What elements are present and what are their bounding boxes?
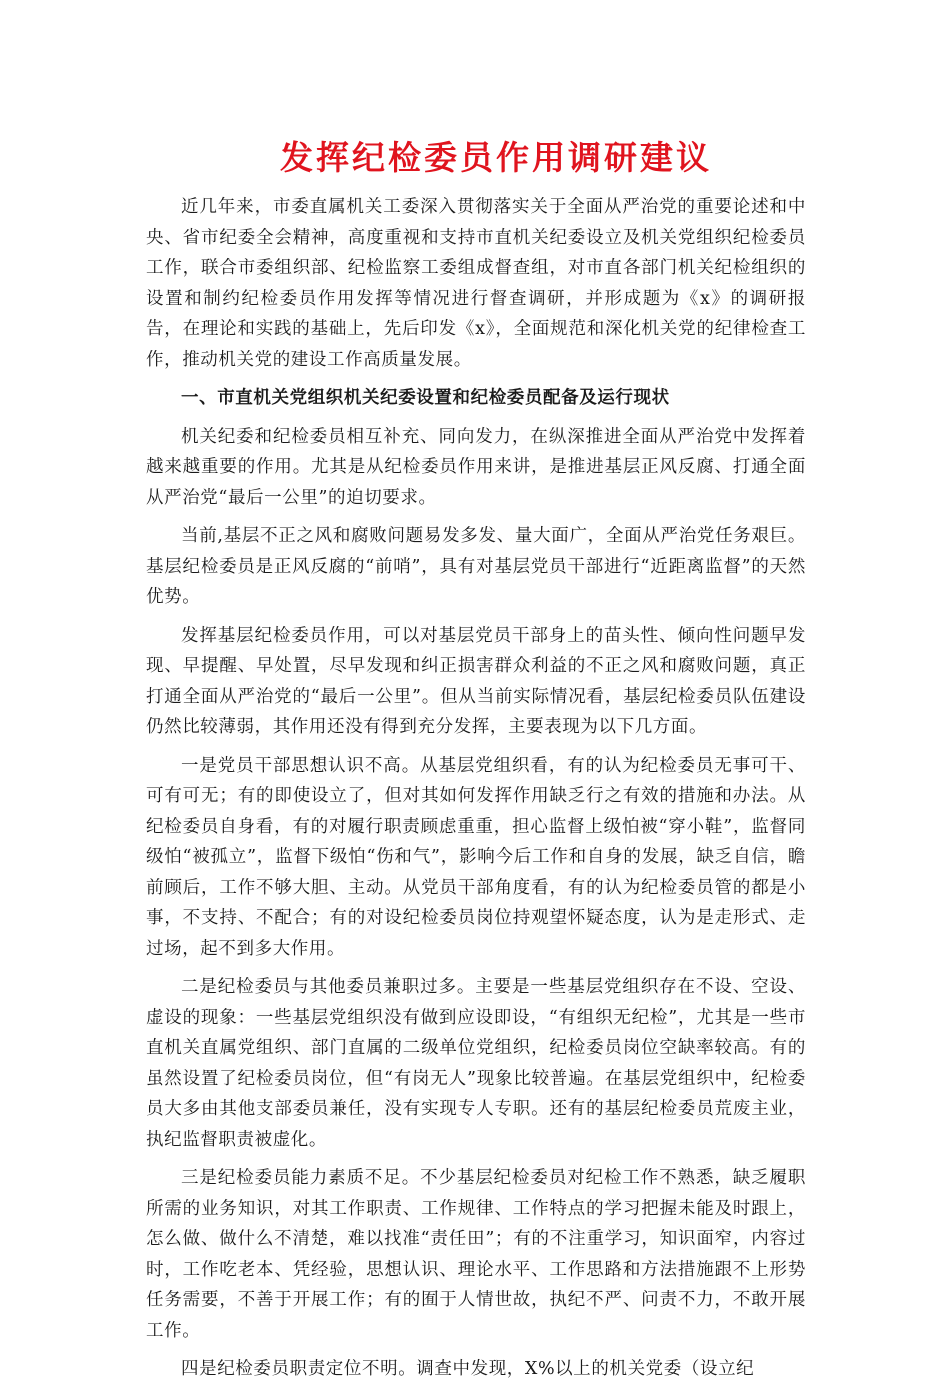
paragraph: 当前,基层不正之风和腐败问题易发多发、量大面广，全面从严治党任务艰巨。基层纪检委员是正风反腐的“前哨”，具有对基层党员干部进行“近距离监督”的天然优势。 xyxy=(146,526,806,607)
document-title: 发挥纪检委员作用调研建议 xyxy=(280,138,712,177)
paragraph: 发挥基层纪检委员作用，可以对基层党员干部身上的苗头性、倾向性问题早发现、早提醒、早处置，尽早发现和纠正损害群众利益的不正之风和腐败问题，真正打通全面从严治党的“最后一公里”。但从当前实际情况看，基层纪检委员队伍建设仍然比较薄弱，其作用还没有得到充分发挥，主要表现为以下几方面。 xyxy=(146,625,806,737)
paragraph-intro: 近几年来，市委直属机关工委深入贯彻落实关于全面从严治党的重要论述和中央、省市纪委全会精神，高度重视和支持市直机关纪委设立及机关党组织纪检委员工作，联合市委组织部、纪检监察工委组成督查组，对市直各部门机关纪检组织的设置和制约纪检委员作用发挥等情况进行督查调研，并形成题为《x》的调研报告，在理论和实践的基础上，先后印发《x》，全面规范和深化机关党的纪律检查工作，推动机关党的建设工作高质量发展。 xyxy=(146,197,806,370)
paragraph: 机关纪委和纪检委员相互补充、同向发力，在纵深推进全面从严治党中发挥着越来越重要的作用。尤其是从纪检委员作用来讲，是推进基层正风反腐、打通全面从严治党“最后一公里”的迫切要求。 xyxy=(146,426,806,508)
paragraph: 三是纪检委员能力素质不足。不少基层纪检委员对纪检工作不熟悉，缺乏履职所需的业务知识，对其工作职责、工作规律、工作特点的学习把握未能及时跟上，怎么做、做什么不清楚，难以找准“责任田”；有的不注重学习，知识面窄，内容过时，工作吃老本、凭经验，思想认识、理论水平、工作思路和方法措施跟不上形势任务需要，不善于开展工作；有的囿于人情世故，执纪不严、问责不力，不敢开展工作。 xyxy=(146,1168,806,1341)
paragraph: 一是党员干部思想认识不高。从基层党组织看，有的认为纪检委员无事可干、可有可无；有的即使设立了，但对其如何发挥作用缺乏行之有效的措施和办法。从纪检委员自身看，有的对履行职责顾虑重重，担心监督上级怕被“穿小鞋”，监督同级怕“被孤立”，监督下级怕“伤和气”，影响今后工作和自身的发展，缺乏自信，瞻前顾后，工作不够大胆、主动。从党员干部角度看，有的认为纪检委员管的都是小事，不支持、不配合；有的对设纪检委员岗位持观望怀疑态度，认为是走形式、走过场，起不到多大作用。 xyxy=(146,755,806,959)
section-heading-1: 一、市直机关党组织机关纪委设置和纪检委员配备及运行现状 xyxy=(181,388,670,408)
document-body xyxy=(146,132,806,1393)
paragraph: 四是纪检委员职责定位不明。调查中发现，X%以上的机关党委（设立纪 xyxy=(181,1359,755,1379)
paragraph: 二是纪检委员与其他委员兼职过多。主要是一些基层党组织存在不设、空设、虚设的现象：一些基层党组织没有做到应设即设，“有组织无纪检”，尤其是一些市直机关直属党组织、部门直属的二级单位党组织，纪检委员岗位空缺率较高。有的虽然设置了纪检委员岗位，但“有岗无人”现象比较普遍。在基层党组织中，纪检委员大多由其他支部委员兼任，没有实现专人专职。还有的基层纪检委员荒废主业，执纪监督职责被虚化。 xyxy=(146,977,806,1150)
